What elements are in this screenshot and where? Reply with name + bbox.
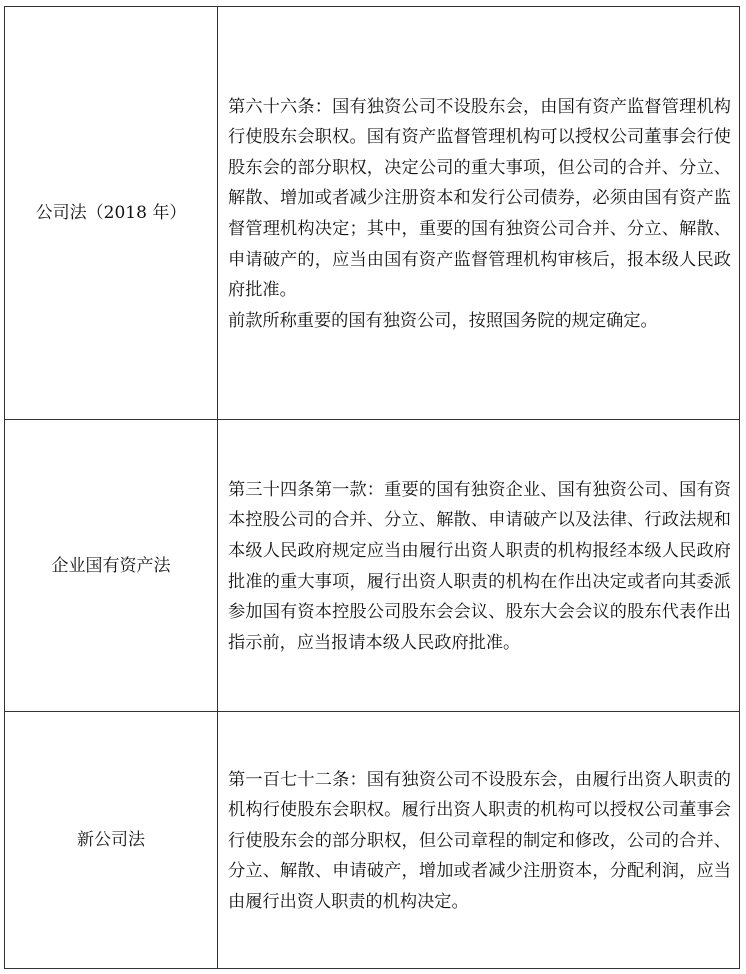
article-number: 第三十四条第一款： — [228, 479, 385, 500]
article-paragraph — [228, 92, 731, 306]
article-paragraph — [228, 765, 731, 918]
law-name-cell — [5, 7, 218, 420]
article-text: 国有独资公司不设股东会，由国有资产监督管理机构行使股东会职权。国有资产监督管理机构可以授权公司董事会行使股东会的部分职权，决定公司的重大事项，但公司的合并、分立、解散、增加或者减少注册资本和发行公司债券，必须由国有资产监督管理机构决定；其中，重要的国有独资公司合并、分立、解散、申请破产的，应当由国有资产监督管理机构审核后，报本级人民政府批准。 — [228, 96, 731, 301]
law-text-cell — [218, 7, 740, 420]
article-text: 重要的国有独资企业、国有独资公司、国有资本控股公司的合并、分立、解散、申请破产以及法律、行政法规和本级人民政府规定应当由履行出资人职责的机构报经本级人民政府批准的重大事项，履行出资人职责的机构在作出决定或者向其委派参加国有资本控股公司股东会会议、股东大会会议的股东代表作出指示前，应当报请本级人民政府批准。 — [228, 479, 731, 653]
table-row-new-company-law — [5, 712, 740, 969]
law-name: 公司法（2018 年） — [35, 203, 187, 223]
article-text: 国有独资公司不设股东会，由履行出资人职责的机构行使股东会职权。履行出资人职责的机构可以授权公司董事会行使股东会的部分职权，但公司章程的制定和修改，公司的合并、分立、解散、申请破产，增加或者减少注册资本，分配利润，应当由履行出资人职责的机构决定。 — [228, 769, 731, 912]
article-paragraph — [228, 475, 731, 659]
law-name-cell — [5, 420, 218, 712]
law-comparison-table — [4, 6, 740, 969]
law-name: 企业国有资产法 — [51, 555, 171, 576]
law-text-cell — [218, 712, 740, 969]
article-number: 第一百七十二条： — [228, 769, 367, 790]
article-paragraph — [228, 306, 731, 337]
law-name: 新公司法 — [77, 830, 145, 850]
table-row-company-law-2018 — [5, 7, 740, 420]
table-row-state-asset-law — [5, 420, 740, 712]
law-name-cell — [5, 712, 218, 969]
article-number: 第六十六条： — [228, 96, 333, 117]
article-text: 前款所称重要的国有独资公司，按照国务院的规定确定。 — [228, 310, 658, 331]
law-text-cell — [218, 420, 740, 712]
